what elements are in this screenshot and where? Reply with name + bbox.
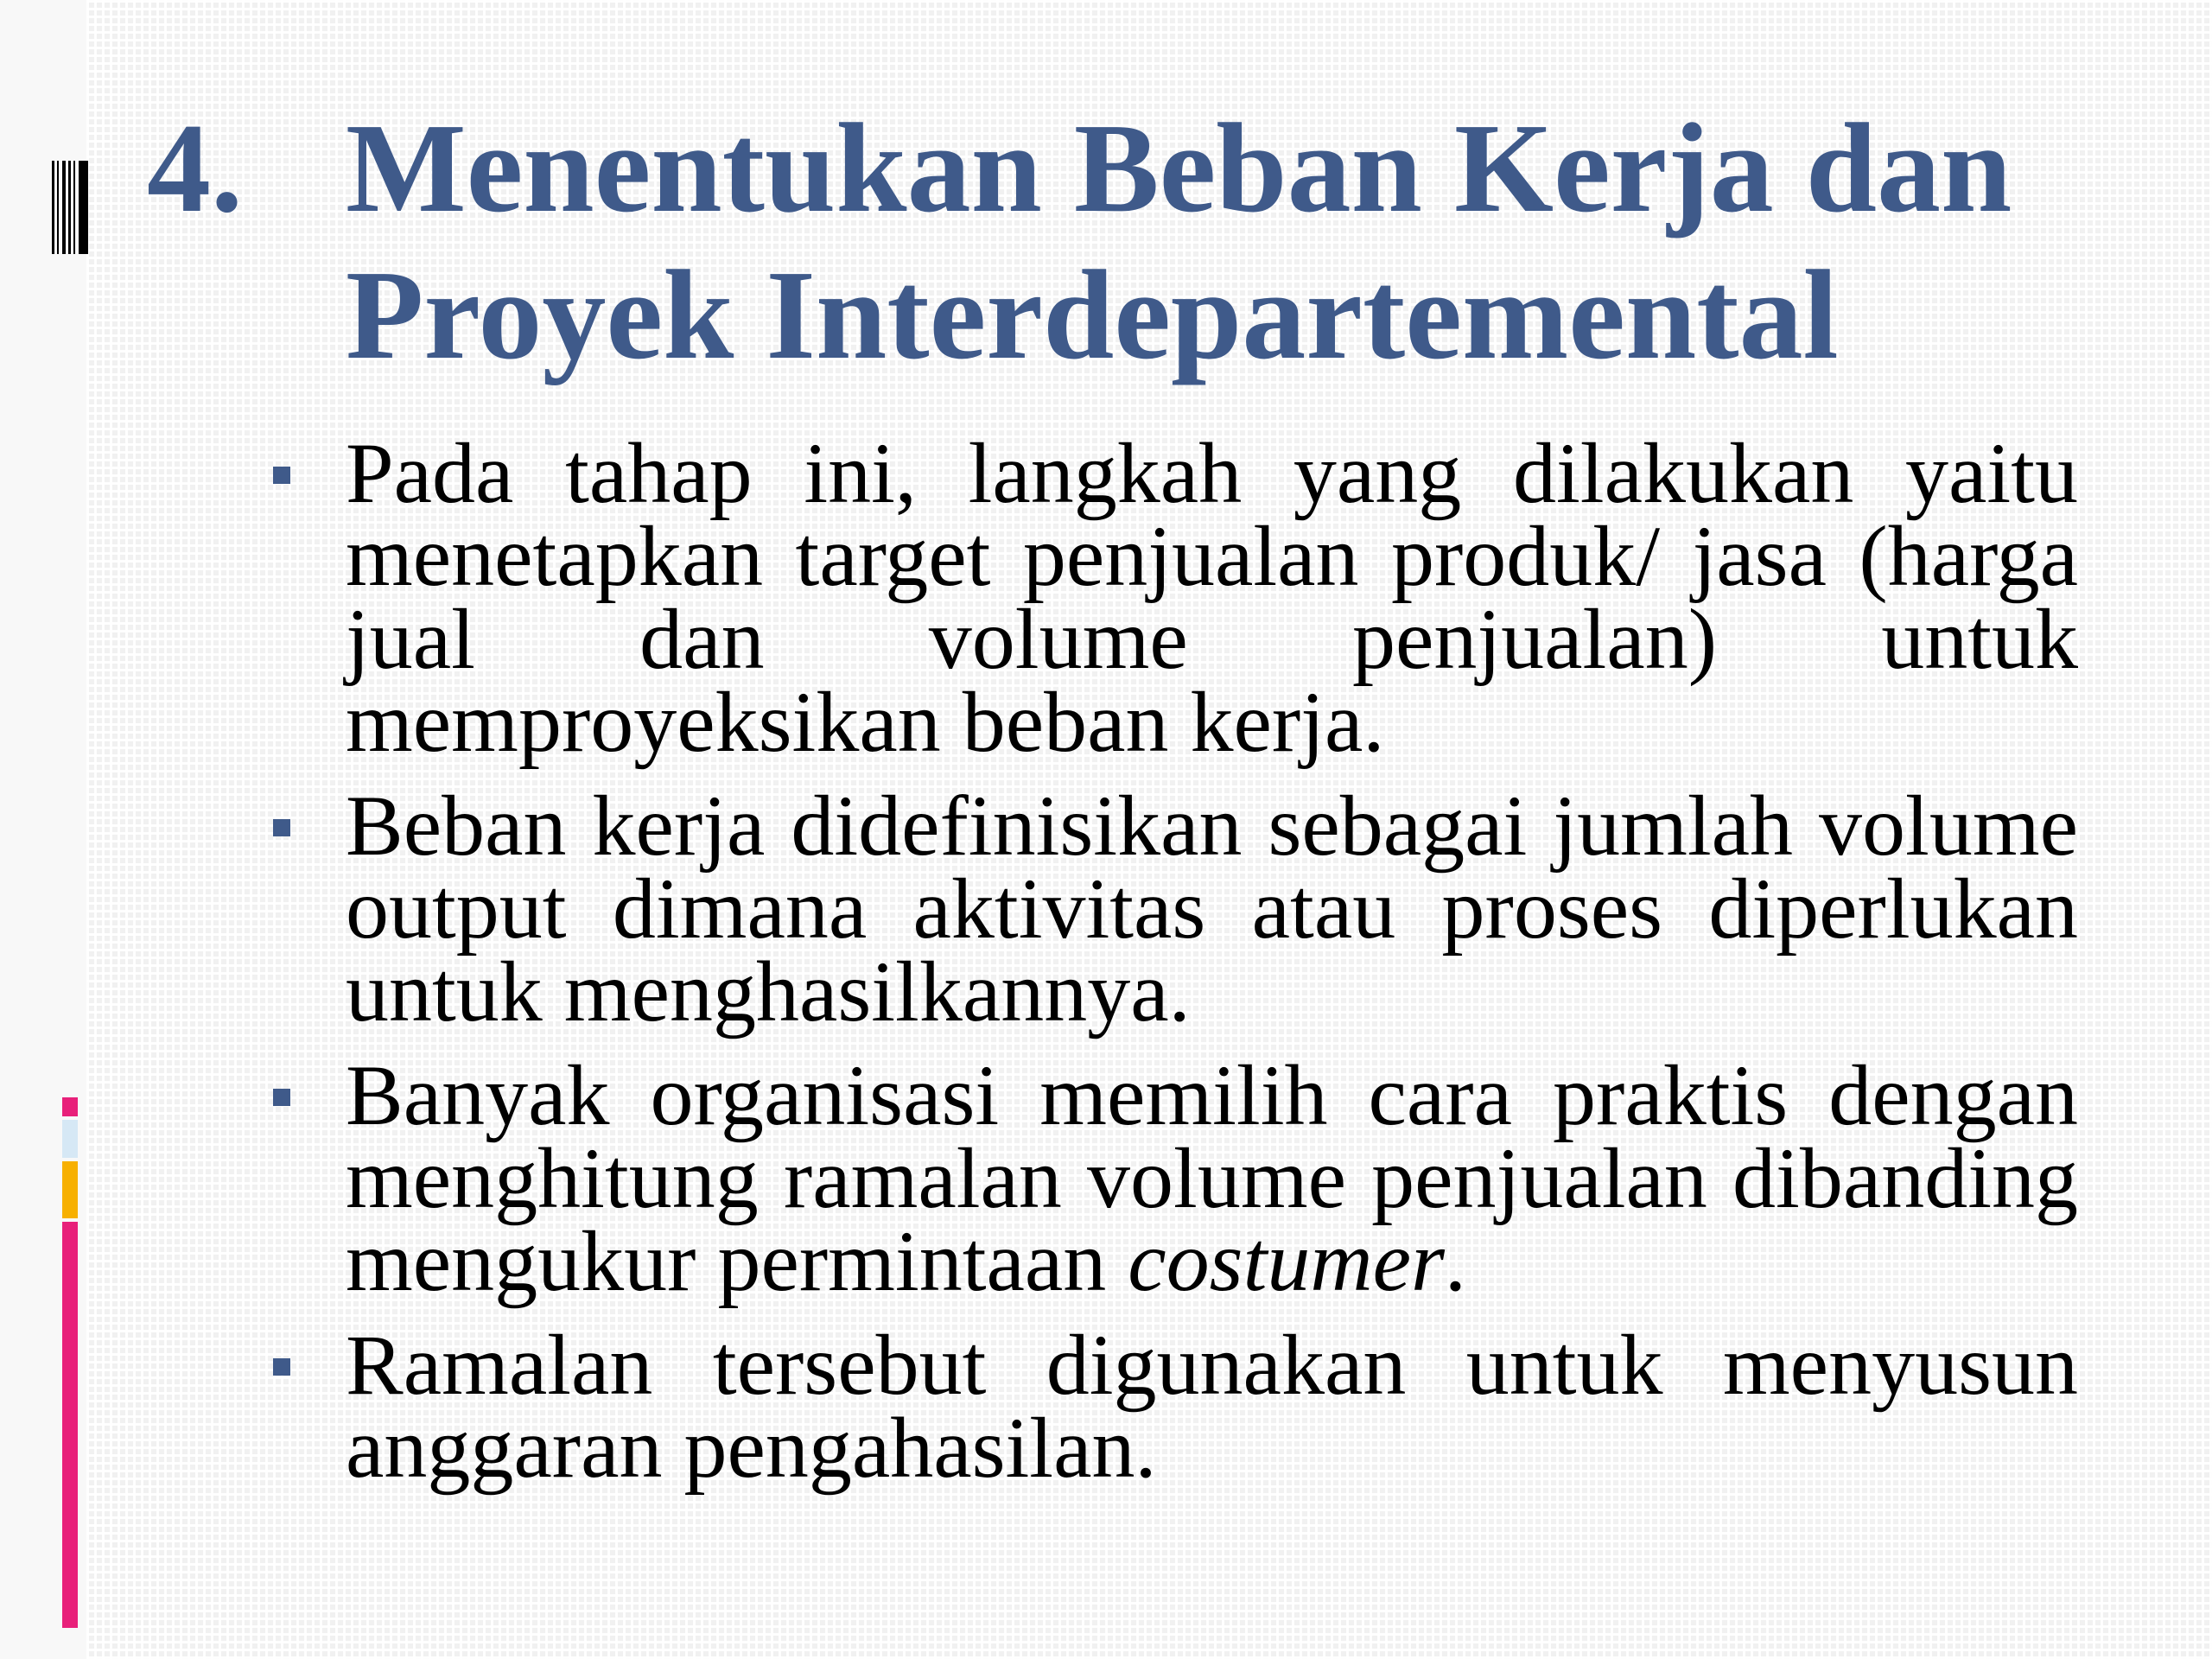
accent-bar-pink — [62, 1222, 78, 1628]
bullet-text-italic: costumer — [1128, 1213, 1445, 1309]
title-line-2: Proyek Interdepartemental — [346, 245, 1839, 386]
square-bullet-icon — [273, 819, 290, 836]
accent-bar-light-blue — [62, 1120, 78, 1158]
square-bullet-icon — [273, 1089, 290, 1106]
accent-bar-pink-top — [62, 1097, 78, 1116]
bullet-text: Pada tahap ini, langkah yang dilakukan yaitu menetapkan target penjualan produk/ jasa (harga jual dan volume penjualan) untuk memproyeksikan beban kerja. — [346, 425, 2078, 770]
bullet-text-before: Banyak organisasi memilih cara praktis dengan menghitung ramalan volume penjualan dibanding mengukur permintaan — [346, 1047, 2078, 1309]
accent-bar-orange — [62, 1161, 78, 1218]
title-line-1: Menentukan Beban Kerja dan — [346, 98, 2012, 239]
bullet-item — [259, 425, 2078, 770]
bullet-list — [259, 425, 2078, 1510]
bullet-item — [259, 1317, 2078, 1496]
bullet-text: Ramalan tersebut digunakan untuk menyusun anggaran pengahasilan. — [346, 1317, 2078, 1496]
square-bullet-icon — [273, 467, 290, 484]
vertical-stripes-icon — [52, 161, 88, 254]
bullet-text-after: . — [1444, 1213, 1466, 1309]
square-bullet-icon — [273, 1358, 290, 1376]
bullet-item — [259, 778, 2078, 1039]
title-number: 4. — [147, 98, 243, 239]
bullet-text: Beban kerja didefinisikan sebagai jumlah volume output dimana aktivitas atau proses diperlukan untuk menghasilkannya. — [346, 778, 2078, 1039]
bullet-item — [259, 1047, 2078, 1309]
slide-title — [147, 95, 2091, 389]
